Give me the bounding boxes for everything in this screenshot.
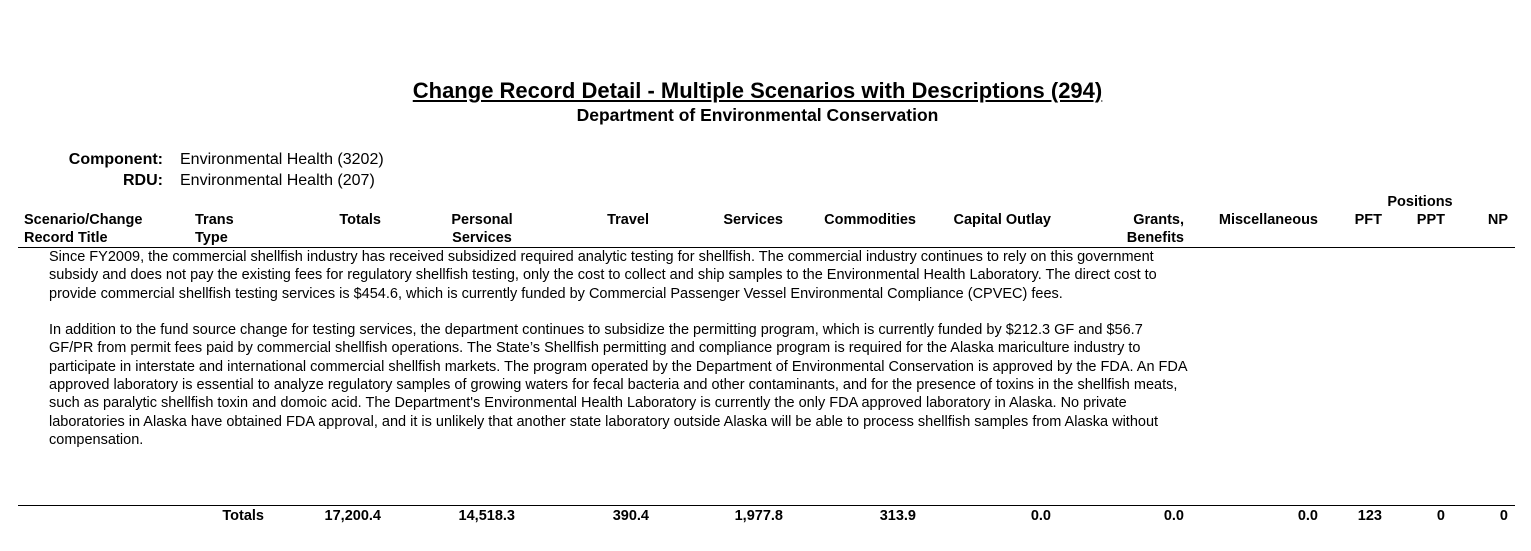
col-commodities-header: Commodities: [824, 212, 916, 228]
grants-benefits-value: 0.0: [1163, 508, 1184, 524]
rdu-value: Environmental Health (207): [180, 172, 375, 189]
rdu-label: RDU:: [123, 172, 163, 189]
col-travel-header: Travel: [607, 212, 649, 228]
totals-value: 17,200.4: [324, 508, 381, 524]
col-grants-benefits-header: [1090, 211, 1184, 247]
col-services-header: Services: [723, 212, 783, 228]
col-np-header: NP: [1487, 212, 1508, 228]
description-paragraph-2: In addition to the fund source change for testing services, the department continues to subsidize the permitting program, which is currently funded by $212.3 GF and $56.7 GF/PR from permit fees paid by commercial shellfish operations. The State’s Shellfish permitting and compliance program is required for the Alaska mariculture industry to participate in interstate and international commercial shellfish markets. The program operated by the Department of Environmental Conservation is approved by the FDA. An FDA approved laboratory is essential to analyze regulatory samples of growing waters for fecal bacteria and other contaminants, and for the presence of toxins in the shellfish meats, such as paralytic shellfish toxin and domoic acid. The Department's Environmental Health Laboratory is currently the only FDA approved laboratory in Alaska. No private laboratories in Alaska have obtained FDA approval, and it is unlikely that another state laboratory outside Alaska will be able to process shellfish samples from Alaska without compensation.: [49, 322, 1187, 448]
col-scenario-header: [24, 211, 142, 247]
col-grants-line2: Benefits: [1126, 230, 1184, 246]
col-trans-line2: Type: [195, 230, 228, 246]
col-trans-type-header: [195, 211, 234, 247]
totals-divider: [18, 505, 1515, 506]
col-totals-header: Totals: [339, 212, 381, 228]
col-miscellaneous-header: Miscellaneous: [1218, 212, 1318, 228]
component-value: Environmental Health (3202): [180, 151, 384, 168]
col-personal-line1: Personal: [451, 212, 513, 228]
pft-value: 123: [1357, 508, 1382, 524]
department-name: Department of Environmental Conservation: [576, 105, 939, 125]
col-scenario-line2: Record Title: [24, 230, 108, 246]
col-personal-line2: Services: [452, 230, 512, 246]
col-positions-header: Positions: [1387, 194, 1453, 210]
ppt-value: 0: [1436, 508, 1445, 524]
col-personal-services-header: [430, 211, 534, 247]
col-scenario-line1: Scenario/Change: [24, 212, 143, 228]
miscellaneous-value: 0.0: [1297, 508, 1318, 524]
col-pft-header: PFT: [1354, 212, 1382, 228]
report-title: Change Record Detail - Multiple Scenarios with Descriptions (294): [412, 78, 1103, 103]
capital-outlay-value: 0.0: [1030, 508, 1051, 524]
col-trans-line1: Trans: [195, 212, 234, 228]
col-capital-outlay-header: Capital Outlay: [953, 212, 1051, 228]
change-record-description: [49, 248, 1189, 468]
np-value: 0: [1499, 508, 1508, 524]
description-paragraph-1: Since FY2009, the commercial shellfish industry has received subsidized required analytic testing for shellfish. The commercial industry continues to rely on this government subsidy and does not pay the existing fees for regulatory shellfish testing, only the cost to collect and ship samples to the Environmental Health Laboratory. The direct cost to provide commercial shellfish testing services is $454.6, which is currently funded by Commercial Passenger Vessel Environmental Compliance (CPVEC) fees.: [49, 249, 1157, 302]
services-value: 1,977.8: [734, 508, 783, 524]
travel-value: 390.4: [612, 508, 649, 524]
col-grants-line1: Grants,: [1133, 212, 1184, 228]
totals-row-label: Totals: [222, 508, 264, 524]
col-ppt-header: PPT: [1416, 212, 1445, 228]
commodities-value: 313.9: [879, 508, 916, 524]
personal-services-value: 14,518.3: [458, 508, 515, 524]
component-label: Component:: [68, 151, 163, 168]
